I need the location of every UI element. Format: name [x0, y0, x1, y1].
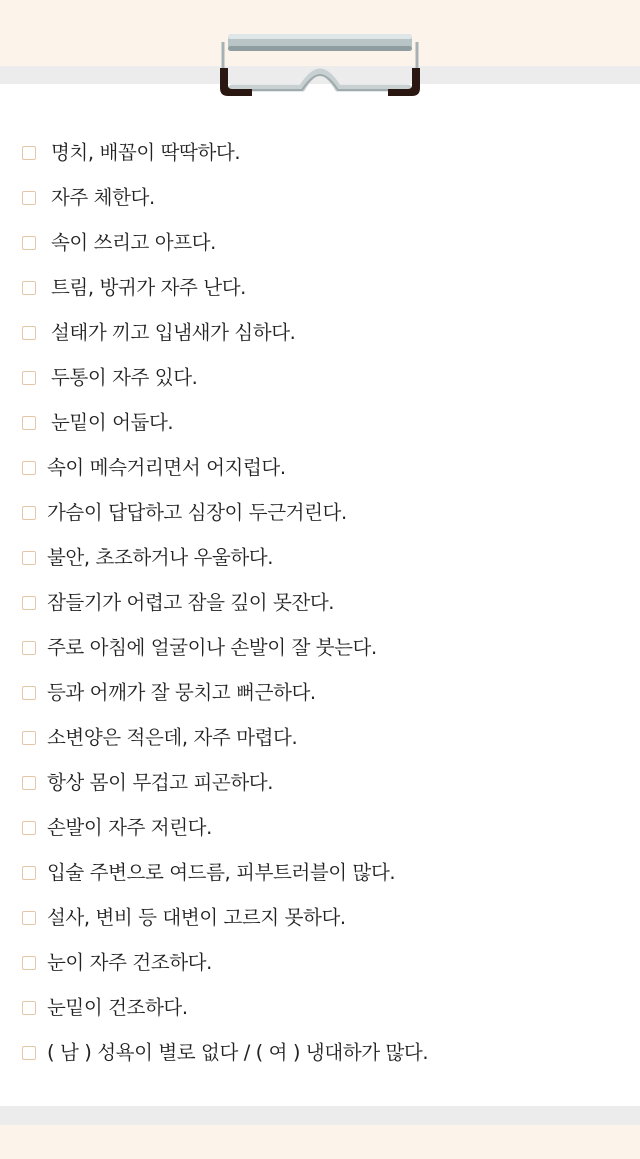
empty-checkbox-icon[interactable]: [22, 506, 36, 520]
checklist-item-label: 등과 어깨가 잘 뭉치고 뻐근하다.: [47, 681, 316, 704]
empty-checkbox-icon[interactable]: [22, 866, 36, 880]
empty-checkbox-icon[interactable]: [22, 461, 36, 475]
checklist-item[interactable]: [0, 220, 640, 265]
checklist-item-label: 눈이 자주 건조하다.: [47, 951, 212, 974]
checklist-item[interactable]: [0, 580, 640, 625]
empty-checkbox-icon[interactable]: [22, 911, 36, 925]
checklist-item-label: ( 남 ) 성욕이 별로 없다 / ( 여 ) 냉대하가 많다.: [47, 1041, 429, 1064]
checklist-item[interactable]: [0, 490, 640, 535]
checklist-item[interactable]: [0, 445, 640, 490]
empty-checkbox-icon[interactable]: [22, 956, 36, 970]
checklist-item-label: 주로 아침에 얼굴이나 손발이 잘 붓는다.: [47, 636, 377, 659]
checklist-item[interactable]: [0, 175, 640, 220]
checklist-item-label: 두통이 자주 있다.: [51, 366, 198, 389]
checklist-item-label: 명치, 배꼽이 딱딱하다.: [51, 141, 241, 164]
empty-checkbox-icon[interactable]: [22, 731, 36, 745]
empty-checkbox-icon[interactable]: [22, 596, 36, 610]
checklist-item[interactable]: [0, 625, 640, 670]
empty-checkbox-icon[interactable]: [22, 1046, 36, 1060]
empty-checkbox-icon[interactable]: [22, 191, 36, 205]
checklist-item-label: 자주 체한다.: [51, 186, 155, 209]
checklist-item-label: 잠들기가 어렵고 잠을 깊이 못잔다.: [47, 591, 335, 614]
bottom-paper-edge: [0, 1106, 640, 1125]
empty-checkbox-icon[interactable]: [22, 146, 36, 160]
empty-checkbox-icon[interactable]: [22, 236, 36, 250]
checklist-item-label: 속이 쓰리고 아프다.: [51, 231, 216, 254]
checklist-item[interactable]: [0, 265, 640, 310]
empty-checkbox-icon[interactable]: [22, 1001, 36, 1015]
empty-checkbox-icon[interactable]: [22, 551, 36, 565]
checklist-item-label: 설태가 끼고 입냄새가 심하다.: [51, 321, 296, 344]
empty-checkbox-icon[interactable]: [22, 371, 36, 385]
checklist-item-label: 설사, 변비 등 대변이 고르지 못하다.: [47, 906, 346, 929]
checklist-item[interactable]: [0, 850, 640, 895]
empty-checkbox-icon[interactable]: [22, 281, 36, 295]
empty-checkbox-icon[interactable]: [22, 641, 36, 655]
checklist-item[interactable]: [0, 760, 640, 805]
checklist-item[interactable]: [0, 310, 640, 355]
checklist-item-label: 눈밑이 어둡다.: [51, 411, 174, 434]
checklist-item-label: 트림, 방귀가 자주 난다.: [51, 276, 246, 299]
checklist-item-label: 손발이 자주 저린다.: [47, 816, 212, 839]
checklist-item[interactable]: [0, 715, 640, 760]
clipboard-clip-icon: [212, 28, 428, 104]
empty-checkbox-icon[interactable]: [22, 821, 36, 835]
checklist-item[interactable]: [0, 805, 640, 850]
checklist-item[interactable]: [0, 400, 640, 445]
empty-checkbox-icon[interactable]: [22, 416, 36, 430]
empty-checkbox-icon[interactable]: [22, 326, 36, 340]
checklist-item-label: 눈밑이 건조하다.: [47, 996, 188, 1019]
symptom-checklist: [0, 130, 640, 1075]
checklist-item[interactable]: [0, 130, 640, 175]
checklist-item-label: 속이 메슥거리면서 어지럽다.: [47, 456, 286, 479]
checklist-item-label: 입술 주변으로 여드름, 피부트러블이 많다.: [47, 861, 396, 884]
empty-checkbox-icon[interactable]: [22, 776, 36, 790]
checklist-item[interactable]: [0, 355, 640, 400]
checklist-item-label: 항상 몸이 무겁고 피곤하다.: [47, 771, 274, 794]
checklist-item[interactable]: [0, 1030, 640, 1075]
checklist-item[interactable]: [0, 985, 640, 1030]
checklist-item[interactable]: [0, 895, 640, 940]
checklist-item[interactable]: [0, 535, 640, 580]
checklist-item-label: 소변양은 적은데, 자주 마렵다.: [47, 726, 298, 749]
checklist-item[interactable]: [0, 940, 640, 985]
empty-checkbox-icon[interactable]: [22, 686, 36, 700]
checklist-item[interactable]: [0, 670, 640, 715]
checklist-item-label: 가슴이 답답하고 심장이 두근거린다.: [47, 501, 347, 524]
checklist-item-label: 불안, 초조하거나 우울하다.: [47, 546, 274, 569]
